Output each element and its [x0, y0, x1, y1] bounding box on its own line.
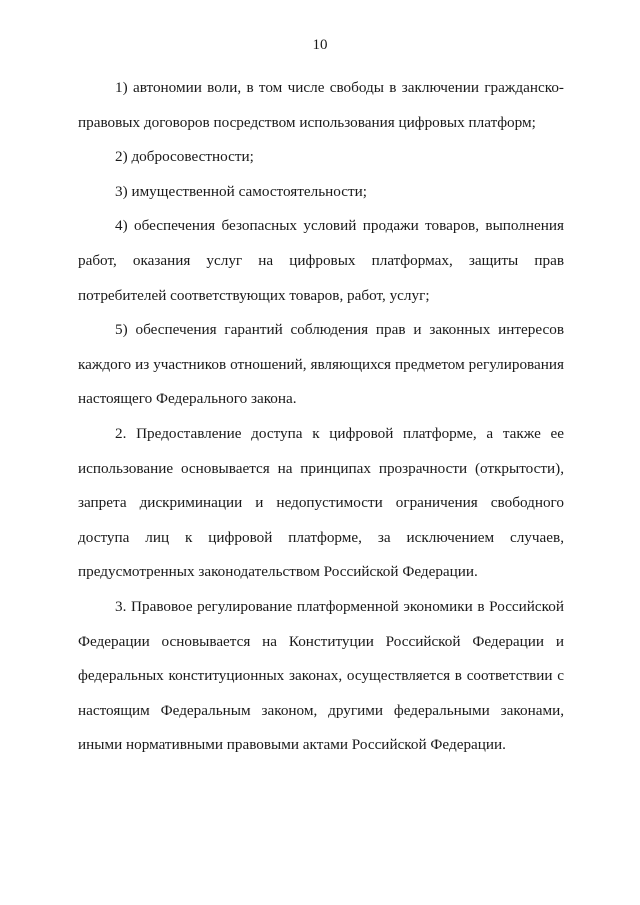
section-3-paragraph: 3. Правовое регулирование платформенной экономики в Российской Федерации основывается на Конституции Российской Федерации и федеральных конституционных законах, осуществляется в соответствии с настоящим Федеральным законом, другими федеральными законами, иными нормативными правовыми актами Российской Федерации. [78, 597, 564, 754]
list-item-safe-conditions: 4) обеспечения безопасных условий продажи товаров, выполнения работ, оказания услуг на цифровых платформах, защиты прав потребителей соответствующих товаров, работ, услуг; [78, 217, 564, 304]
list-item-autonomy: 1) автономии воли, в том числе свободы в заключении гражданско-правовых договоров посредством использования цифровых платформ; [78, 79, 564, 131]
list-item-property-independence: 3) имущественной самостоятельности; [115, 182, 367, 200]
list-item-good-faith: 2) добросовестности; [115, 148, 254, 166]
page-number: 10 [312, 37, 328, 53]
document-body [78, 71, 564, 763]
section-2-paragraph: 2. Предоставление доступа к цифровой платформе, а также ее использование основывается на принципах прозрачности (открытости), запрета дискриминации и недопустимости ограничения свободного доступа лиц к цифровой платформе, за исключением случаев, предусмотренных законодательством Российской Федерации. [78, 424, 564, 581]
list-item-guarantees: 5) обеспечения гарантий соблюдения прав и законных интересов каждого из участников отношений, являющихся предметом регулирования настоящего Федерального закона. [78, 321, 564, 408]
